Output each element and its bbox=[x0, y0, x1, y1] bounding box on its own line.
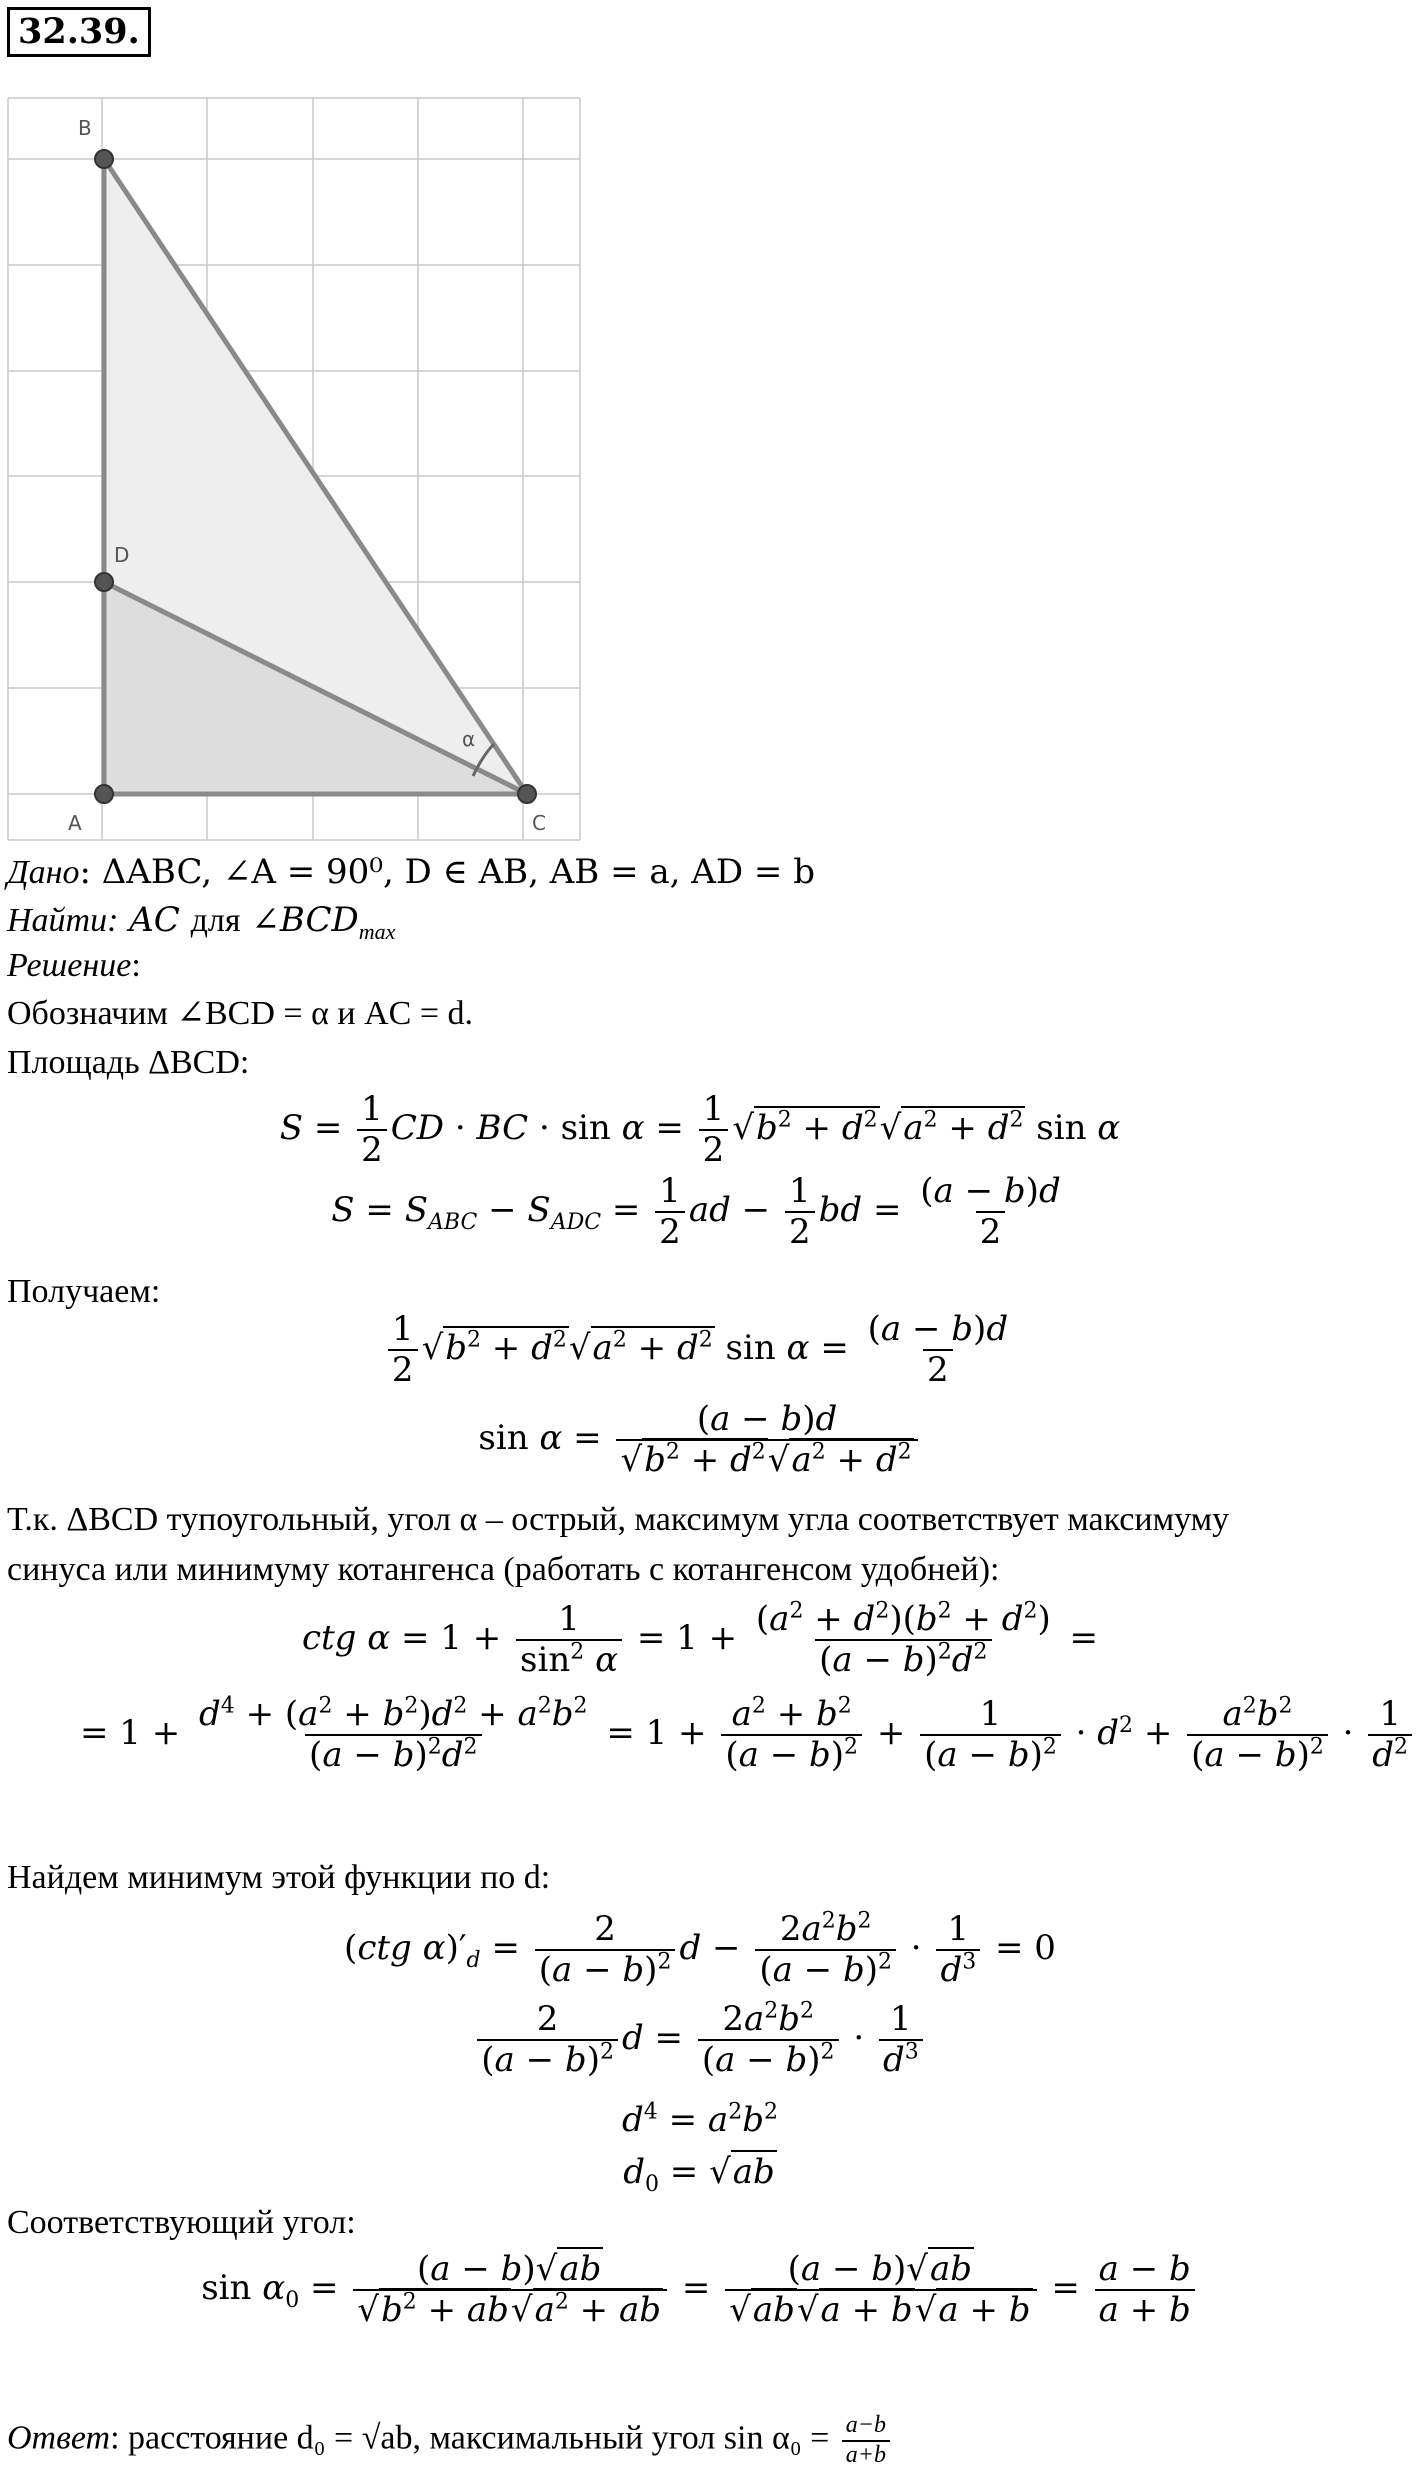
solution-label: Решение: bbox=[7, 947, 141, 984]
find-min-line: Найдем минимум этой функции по d: bbox=[7, 1859, 551, 1896]
denote-line: Обозначим ∠BCD = α и AC = d. bbox=[7, 995, 474, 1032]
label-c: C bbox=[532, 811, 546, 835]
point-b bbox=[95, 150, 113, 168]
get-line: Получаем: bbox=[7, 1273, 161, 1310]
label-b: B bbox=[78, 116, 92, 140]
label-d: D bbox=[114, 543, 130, 567]
formula-sin-alpha: sin α = $\frac{(a - b)d}{√b^2 + d^2√a^2 + d^2}$ bbox=[0, 1400, 1400, 1480]
point-c bbox=[518, 785, 536, 803]
since-line-2: синуса или минимуму котангенса (работать с котангенсом удобней): bbox=[7, 1551, 1000, 1588]
formula-ctg-2: = 1 + $\frac{d^4 + (a^2 + b^2)d^2 + a^2b^2}{(a - b)^2d^2}$ = 1 + $\frac{a^2 + b^2}{(a - b)^2}$ + $\frac{1}{(a - b)^2}$ · $d^2$ + $\frac{a^2b^2}{(a - b)^2}$ · $\frac{1}{d^2}$ bbox=[80, 1695, 1416, 1775]
formula-d0: $d_0 = √ab$ bbox=[623, 2152, 775, 2197]
find-line: Найти: AC для $\angle BCD_{max}$ bbox=[7, 900, 396, 944]
formula-equate: $\frac{1}{2}$ $√b^2 + d^2√a^2 + d^2$ sin α = $\frac{(a - b)d}{2}$ bbox=[0, 1310, 1400, 1390]
formula-area-sine: S = $\frac{1}{2}$ CD · BC · sin α = $\frac{1}{2}$ $√b^2 + d^2√a^2 + d^2$ sin α bbox=[279, 1089, 1121, 1171]
problem-number: 32.39. bbox=[7, 7, 151, 57]
since-line-1: Т.к. ΔBCD тупоугольный, угол α – острый, максимум угла соответствует максимуму bbox=[7, 1501, 1230, 1538]
formula-derivative: (ctg $\alpha)'_d$ = $\frac{2}{(a - b)^2}$ d − $\frac{2a^2b^2}{(a - b)^2}$ · $\frac{1}{d^3}$ = 0 bbox=[344, 1908, 1056, 1991]
formula-derivative-eq: $\frac{2}{(a - b)^2}$ d = $\frac{2a^2b^2}{(a - b)^2}$ · $\frac{1}{d^3}$ bbox=[0, 2000, 1400, 2080]
formula-sin-alpha0: $\sin \alpha_0$ = $\frac{(a - b)√ab}{√b^2 + ab√a^2 + ab}$ = $\frac{(a - b)√ab}{√ab√a + b√a + b}$ = $\frac{a - b}{a + b}$ bbox=[0, 2250, 1400, 2330]
formula-d4: $d^4 = a^2b^2$ bbox=[622, 2099, 778, 2140]
label-a: A bbox=[68, 811, 82, 835]
angle-alpha-label: α bbox=[462, 727, 476, 751]
point-a bbox=[95, 785, 113, 803]
answer-line: Ответ: расстояние d₀ = √ab, максимальный угол sin α₀ = $\frac{a-b}{a+b}$ bbox=[7, 2412, 894, 2469]
triangle-figure bbox=[0, 88, 590, 848]
corr-line: Соответствующий угол: bbox=[7, 2204, 356, 2241]
area-line: Площадь ΔBCD: bbox=[7, 1044, 250, 1081]
point-d bbox=[95, 573, 113, 591]
formula-area-difference: $S = S_{ABC} - S_{ADC}$ = $\frac{1}{2}$ ad − $\frac{1}{2}$ bd = $\frac{(a - b)d}{2}$ bbox=[331, 1171, 1061, 1253]
formula-ctg-1: ctg α = 1 + $\frac{1}{\sin^2 \alpha}$ = 1 + $\frac{(a^2 + d^2)(b^2 + d^2)}{(a - b)^2d^2}$ = bbox=[301, 1598, 1099, 1681]
given-line: Дано: ΔABC, ∠A = 90⁰, D ∈ AB, AB = a, AD = b bbox=[7, 852, 815, 892]
